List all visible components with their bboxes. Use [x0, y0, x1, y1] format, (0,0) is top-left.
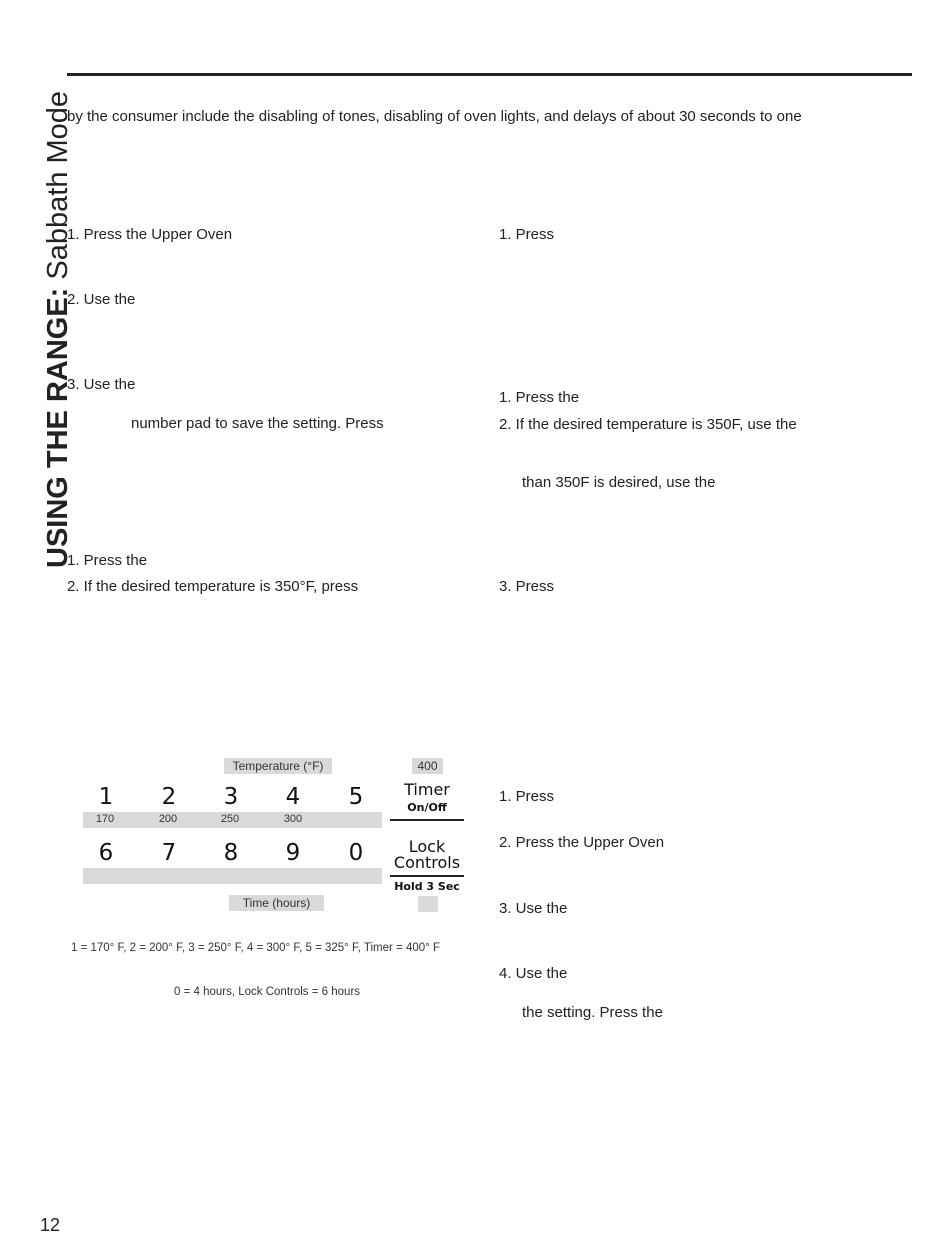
key-2[interactable]: 2 — [161, 784, 177, 810]
left-b-step-2: 2. If the desired temperature is 350°F, press — [67, 578, 359, 595]
left-a-step-2: 2. Use the — [67, 291, 136, 308]
timer-divider — [390, 819, 464, 821]
right-c-step-2: 2. Press the Upper Oven — [499, 834, 665, 851]
lock-time-swatch — [418, 896, 438, 912]
key-3[interactable]: 3 — [223, 784, 239, 810]
key-5[interactable]: 5 — [348, 784, 364, 810]
right-b-step-2: 2. If the desired temperature is 350F, use the — [499, 416, 797, 433]
right-c-step-4: 4. Use the — [499, 965, 568, 982]
time-band — [83, 868, 382, 884]
timer-key-sub: On/Off — [407, 801, 447, 814]
lock-key-title-2[interactable]: Controls — [393, 853, 461, 872]
time-caption: 0 = 4 hours, Lock Controls = 6 hours — [174, 986, 361, 998]
temp-250-label: 250 — [220, 813, 240, 825]
right-c-step-4-continued: the setting. Press the — [522, 1004, 663, 1021]
key-7[interactable]: 7 — [161, 840, 177, 866]
left-a-step-3: 3. Use the — [67, 376, 136, 393]
left-a-step-3-continued: number pad to save the setting. Press — [131, 415, 384, 432]
key-0[interactable]: 0 — [348, 840, 364, 866]
intro-text: by the consumer include the disabling of tones, disabling of oven lights, and delays of about 30 seconds to one — [67, 108, 802, 125]
key-1[interactable]: 1 — [98, 784, 114, 810]
temperature-caption: 1 = 170° F, 2 = 200° F, 3 = 250° F, 4 = 300° F, 5 = 325° F, Timer = 400° F — [71, 942, 440, 954]
temp-170-label: 170 — [95, 813, 115, 825]
lock-key-sub: Hold 3 Sec — [394, 880, 460, 893]
top-divider — [67, 73, 912, 76]
side-section-title — [42, 91, 75, 568]
timer-value-label: 400 — [412, 758, 443, 774]
side-title-bold: USING THE RANGE: — [42, 287, 74, 568]
lock-key-title-1[interactable]: Lock — [408, 837, 446, 856]
right-b-step-3: 3. Press — [499, 578, 555, 595]
key-6[interactable]: 6 — [98, 840, 114, 866]
right-b-step-1: 1. Press the — [499, 389, 580, 406]
left-b-step-1: 1. Press the — [67, 552, 148, 569]
key-8[interactable]: 8 — [223, 840, 239, 866]
key-4[interactable]: 4 — [285, 784, 301, 810]
temperature-label: Temperature (°F) — [224, 758, 332, 774]
temp-300-label: 300 — [283, 813, 303, 825]
key-9[interactable]: 9 — [285, 840, 301, 866]
page-number: 12 — [40, 1215, 61, 1235]
lock-divider — [390, 875, 464, 877]
left-a-step-1: 1. Press the Upper Oven — [67, 226, 233, 243]
timer-key-title[interactable]: Timer — [404, 780, 450, 799]
right-c-step-3: 3. Use the — [499, 900, 568, 917]
side-title-light: Sabbath Mode — [42, 90, 74, 288]
time-hours-label: Time (hours) — [229, 895, 324, 911]
temp-200-label: 200 — [158, 813, 178, 825]
right-a-step-1: 1. Press — [499, 226, 555, 243]
right-c-step-1: 1. Press — [499, 788, 555, 805]
right-b-step-2-continued: than 350F is desired, use the — [522, 474, 716, 491]
